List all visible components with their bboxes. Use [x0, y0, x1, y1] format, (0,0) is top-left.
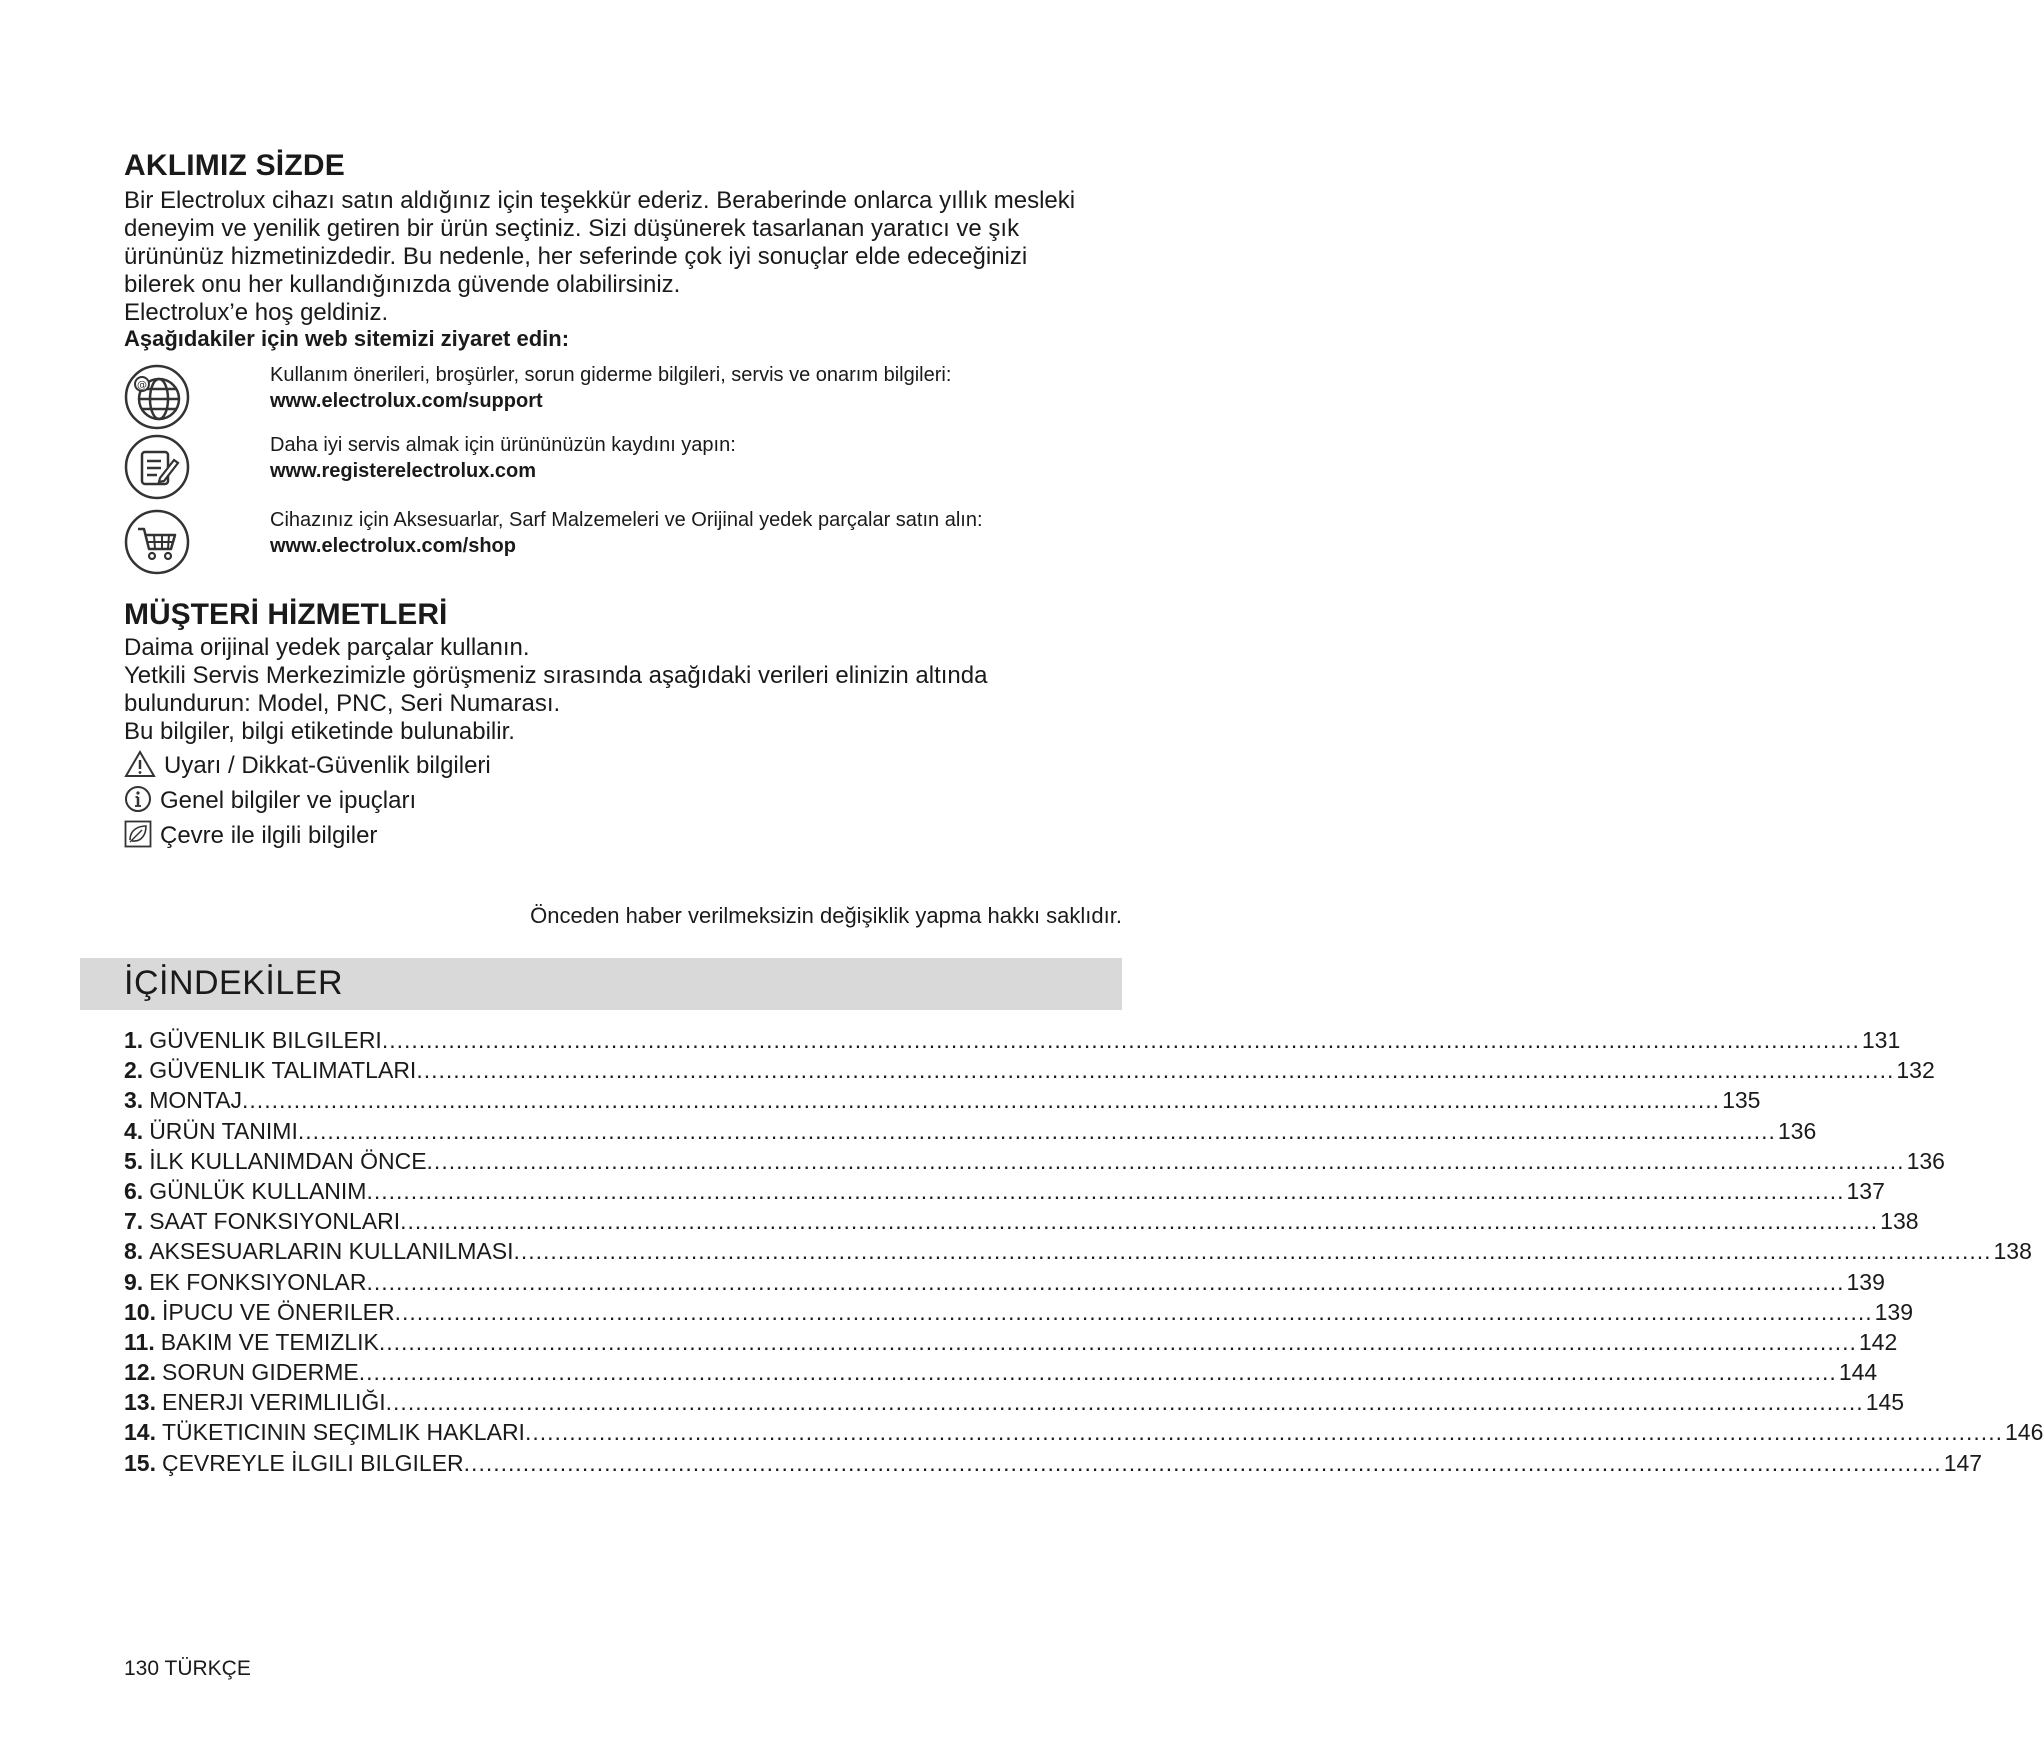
toc-item-number: 7.	[124, 1208, 144, 1235]
toc-item-page: 142	[1858, 1328, 1898, 1355]
toc-item-page: 139	[1846, 1268, 1885, 1295]
toc-leader-dots: ........................................................................................................................................................................................................	[366, 1177, 1845, 1204]
service-line: Yetkili Servis Merkezimizle görüşmeniz sırasında aşağıdaki verileri elinizin altında	[124, 662, 988, 689]
toc-item-label: ÜRÜN TANIMI	[149, 1117, 298, 1144]
toc-item-number: 9.	[124, 1268, 144, 1295]
link-register-url[interactable]: www.registerelectrolux.com	[270, 460, 537, 482]
service-line: Daima orijinal yedek parçalar kullanın.	[124, 634, 530, 661]
service-line: bulundurun: Model, PNC, Seri Numarası.	[124, 690, 561, 717]
toc-item-label: TÜKETICININ SEÇIMLIK HAKLARI	[161, 1419, 525, 1446]
legend-warning-text: Uyarı / Dikkat-Güvenlik bilgileri	[164, 752, 491, 779]
intro-title: AKLIMIZ SİZDE	[124, 149, 345, 182]
toc-item-label: SORUN GIDERME	[161, 1359, 359, 1386]
environment-leaf-icon	[124, 820, 152, 848]
service-line: Bu bilgiler, bilgi etiketinde bulunabilir.	[124, 718, 515, 745]
link-support-url[interactable]: www.electrolux.com/support	[270, 390, 543, 412]
toc-item[interactable]	[124, 1238, 2032, 1268]
visit-heading: Aşağıdakiler için web sitemizi ziyaret edin:	[124, 326, 570, 351]
toc-leader-dots: ........................................................................................................................................................................................................	[366, 1268, 1845, 1295]
info-icon	[124, 785, 152, 813]
toc-item-label: BAKIM VE TEMIZLIK	[160, 1328, 379, 1355]
intro-line: Electrolux’e hoş geldiniz.	[124, 299, 389, 326]
link-support-desc: Kullanım önerileri, broşürler, sorun giderme bilgileri, servis ve onarım bilgileri:	[270, 364, 952, 386]
intro-line: deneyim ve yenilik getiren bir ürün seçtiniz. Sizi düşünerek tasarlanan yaratıcı ve şık	[124, 215, 1020, 242]
toc-title: İÇİNDEKİLER	[124, 964, 343, 1002]
service-paragraph	[124, 634, 1134, 746]
toc-item[interactable]	[124, 1117, 1817, 1148]
toc-item-number: 3.	[124, 1087, 144, 1114]
toc-item-label: ENERJI VERIMLILIĞI	[161, 1389, 386, 1416]
toc-item-number: 2.	[124, 1057, 144, 1084]
toc-leader-dots: ........................................................................................................................................................................................................	[394, 1298, 1873, 1325]
link-shop	[124, 509, 1124, 579]
link-support	[124, 364, 1124, 434]
toc-item-number: 13.	[124, 1389, 156, 1416]
toc-item-label: İLK KULLANIMDAN ÖNCE	[149, 1147, 427, 1174]
toc-item-number: 15.	[124, 1449, 156, 1476]
toc-leader-dots: ........................................................................................................................................................................................................	[400, 1208, 1879, 1235]
toc-item[interactable]	[124, 1087, 1761, 1117]
svg-text:@: @	[137, 380, 147, 391]
intro-line: bilerek onu her kullandığınızda güvende olabilirsiniz.	[124, 271, 681, 298]
shopping-cart-icon	[124, 509, 190, 575]
link-register-desc: Daha iyi servis almak için ürününüzün kaydını yapın:	[270, 434, 736, 456]
toc-item-page: 131	[1861, 1027, 1901, 1053]
toc-leader-dots: ........................................................................................................................................................................................................	[426, 1147, 1905, 1174]
globe-icon	[124, 364, 190, 430]
toc-leader-dots: ........................................................................................................................................................................................................	[242, 1087, 1721, 1114]
toc-item[interactable]	[124, 1027, 1901, 1057]
toc-item-page: 136	[1906, 1147, 1945, 1174]
toc-item-number: 12.	[124, 1359, 156, 1386]
toc-item-number: 6.	[124, 1177, 144, 1204]
link-register	[124, 434, 1124, 504]
toc-item[interactable]	[124, 1298, 1913, 1329]
toc-leader-dots: ........................................................................................................................................................................................................	[297, 1117, 1776, 1144]
toc-item[interactable]	[124, 1177, 1885, 1208]
toc-item-page: 139	[1874, 1298, 1913, 1325]
toc-item-label: GÜVENLIK BILGILERI	[149, 1027, 382, 1053]
toc-item-label: EK FONKSIYONLAR	[149, 1268, 367, 1295]
page-footer: 130 TÜRKÇE	[124, 1657, 251, 1680]
toc-leader-dots: ........................................................................................................................................................................................................	[416, 1057, 1895, 1084]
toc-item[interactable]	[124, 1419, 2043, 1449]
toc-leader-dots: ........................................................................................................................................................................................................	[463, 1449, 1942, 1476]
toc-item[interactable]	[124, 1208, 1919, 1238]
toc-item-page: 138	[1880, 1208, 1919, 1235]
intro-line: Bir Electrolux cihazı satın aldığınız için teşekkür ederiz. Beraberinde onlarca yıllık mesleki	[124, 187, 1076, 214]
toc-item[interactable]	[124, 1268, 1885, 1299]
link-shop-url[interactable]: www.electrolux.com/shop	[270, 535, 516, 557]
toc-item-page: 137	[1846, 1177, 1885, 1204]
toc-item-number: 4.	[124, 1117, 144, 1144]
toc-leader-dots: ........................................................................................................................................................................................................	[358, 1359, 1837, 1386]
toc-item-number: 10.	[124, 1298, 156, 1325]
toc-leader-dots: ........................................................................................................................................................................................................	[378, 1328, 1857, 1355]
link-shop-desc: Cihazınız için Aksesuarlar, Sarf Malzemeleri ve Orijinal yedek parçalar satın alın:	[270, 509, 983, 531]
toc-item-label: AKSESUARLARIN KULLANILMASI	[149, 1238, 514, 1265]
toc-item-label: SAAT FONKSIYONLARI	[149, 1208, 401, 1235]
toc-item-label: İPUCU VE ÖNERILER	[161, 1298, 395, 1325]
service-title: MÜŞTERİ HİZMETLERİ	[124, 598, 448, 631]
toc-item-number: 8.	[124, 1238, 144, 1265]
toc-item-page: 136	[1777, 1117, 1817, 1144]
toc-item[interactable]	[124, 1057, 1935, 1087]
toc-item[interactable]	[124, 1328, 1898, 1359]
intro-line: ürününüz hizmetinizdedir. Bu nedenle, her seferinde çok iyi sonuçlar elde edeceğinizi	[124, 243, 1028, 270]
legend-environment-text: Çevre ile ilgili bilgiler	[160, 822, 378, 849]
toc-item-page: 138	[1993, 1238, 2032, 1265]
toc-item-label: GÜNLÜK KULLANIM	[149, 1177, 367, 1204]
toc-leader-dots: ........................................................................................................................................................................................................	[524, 1419, 2003, 1446]
toc-item-page: 132	[1896, 1057, 1935, 1084]
warning-triangle-icon	[124, 750, 156, 778]
toc-item[interactable]	[124, 1147, 1945, 1178]
toc-leader-dots: ........................................................................................................................................................................................................	[381, 1027, 1860, 1053]
table-of-contents	[124, 1027, 2043, 1480]
toc-item[interactable]	[124, 1389, 1905, 1419]
toc-item-label: ÇEVREYLE İLGILI BILGILER	[161, 1449, 464, 1476]
toc-item-number: 14.	[124, 1419, 156, 1446]
toc-item-label: MONTAJ	[149, 1087, 243, 1114]
change-notice: Önceden haber verilmeksizin değişiklik yapma hakkı saklıdır.	[530, 903, 1122, 928]
toc-item-page: 144	[1838, 1359, 1878, 1386]
toc-item-page: 147	[1943, 1449, 1983, 1476]
toc-item-number: 5.	[124, 1147, 144, 1174]
toc-item-page: 146	[2004, 1419, 2043, 1446]
register-icon	[124, 434, 190, 500]
toc-leader-dots: ........................................................................................................................................................................................................	[513, 1238, 1992, 1265]
toc-item-number: 1.	[124, 1027, 144, 1053]
legend-info-text: Genel bilgiler ve ipuçları	[160, 787, 417, 814]
toc-item[interactable]	[124, 1449, 1983, 1480]
toc-item-page: 145	[1865, 1389, 1905, 1416]
intro-paragraph	[124, 187, 1134, 327]
toc-item-label: GÜVENLIK TALIMATLARI	[149, 1057, 417, 1084]
toc-leader-dots: ........................................................................................................................................................................................................	[385, 1389, 1864, 1416]
toc-item-number: 11.	[124, 1328, 155, 1355]
toc-item-page: 135	[1722, 1087, 1761, 1114]
toc-item[interactable]	[124, 1359, 1878, 1389]
